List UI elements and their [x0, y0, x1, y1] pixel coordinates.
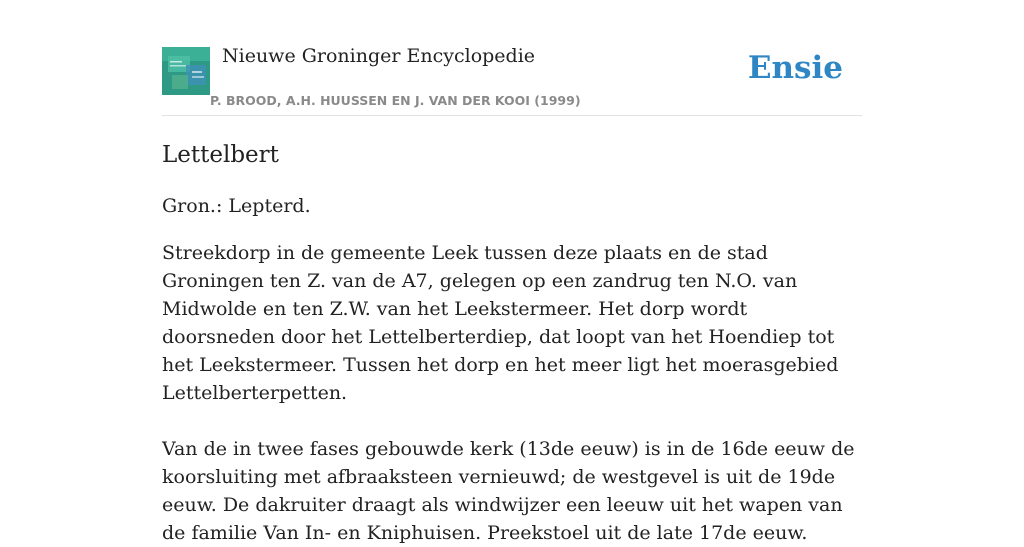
authors-byline: P. BROOD, A.H. HUUSSEN EN J. VAN DER KOOI (1999)	[210, 93, 581, 108]
article	[162, 139, 864, 547]
book-cover-image[interactable]	[162, 47, 210, 95]
book-cover-art	[162, 47, 210, 95]
article-paragraph: Streekdorp in de gemeente Leek tussen deze plaats en de stad Groningen ten Z. van de A7, gelegen op een zandrug ten N.O. van Midwolde en ten Z.W. van het Leekstermeer. Het dorp wordt doorsneden door het Lettelberterdiep, dat loopt van het Hoendiep tot het Leekstermeer. Tussen het dorp en het meer ligt het moerasgebied Lettelberterpetten.	[162, 242, 839, 404]
article-headword: Lettelbert	[162, 142, 279, 168]
work-title[interactable]: Nieuwe Groninger Encyclopedie	[222, 45, 536, 67]
article-paragraph: Van de in twee fases gebouwde kerk (13de eeuw) is in de 16de eeuw de koorsluiting met afbraaksteen vernieuwd; de westgevel is uit de 19de eeuw. De dakruiter draagt als windwijzer een leeuw uit het wapen van de familie Van In- en Kniphuisen. Preekstoel uit de late 17de eeuw.	[162, 438, 855, 544]
dialect-name: Gron.: Lepterd.	[162, 195, 311, 217]
header-divider	[162, 115, 862, 116]
ensie-logo-link[interactable]: Ensie	[747, 50, 843, 86]
